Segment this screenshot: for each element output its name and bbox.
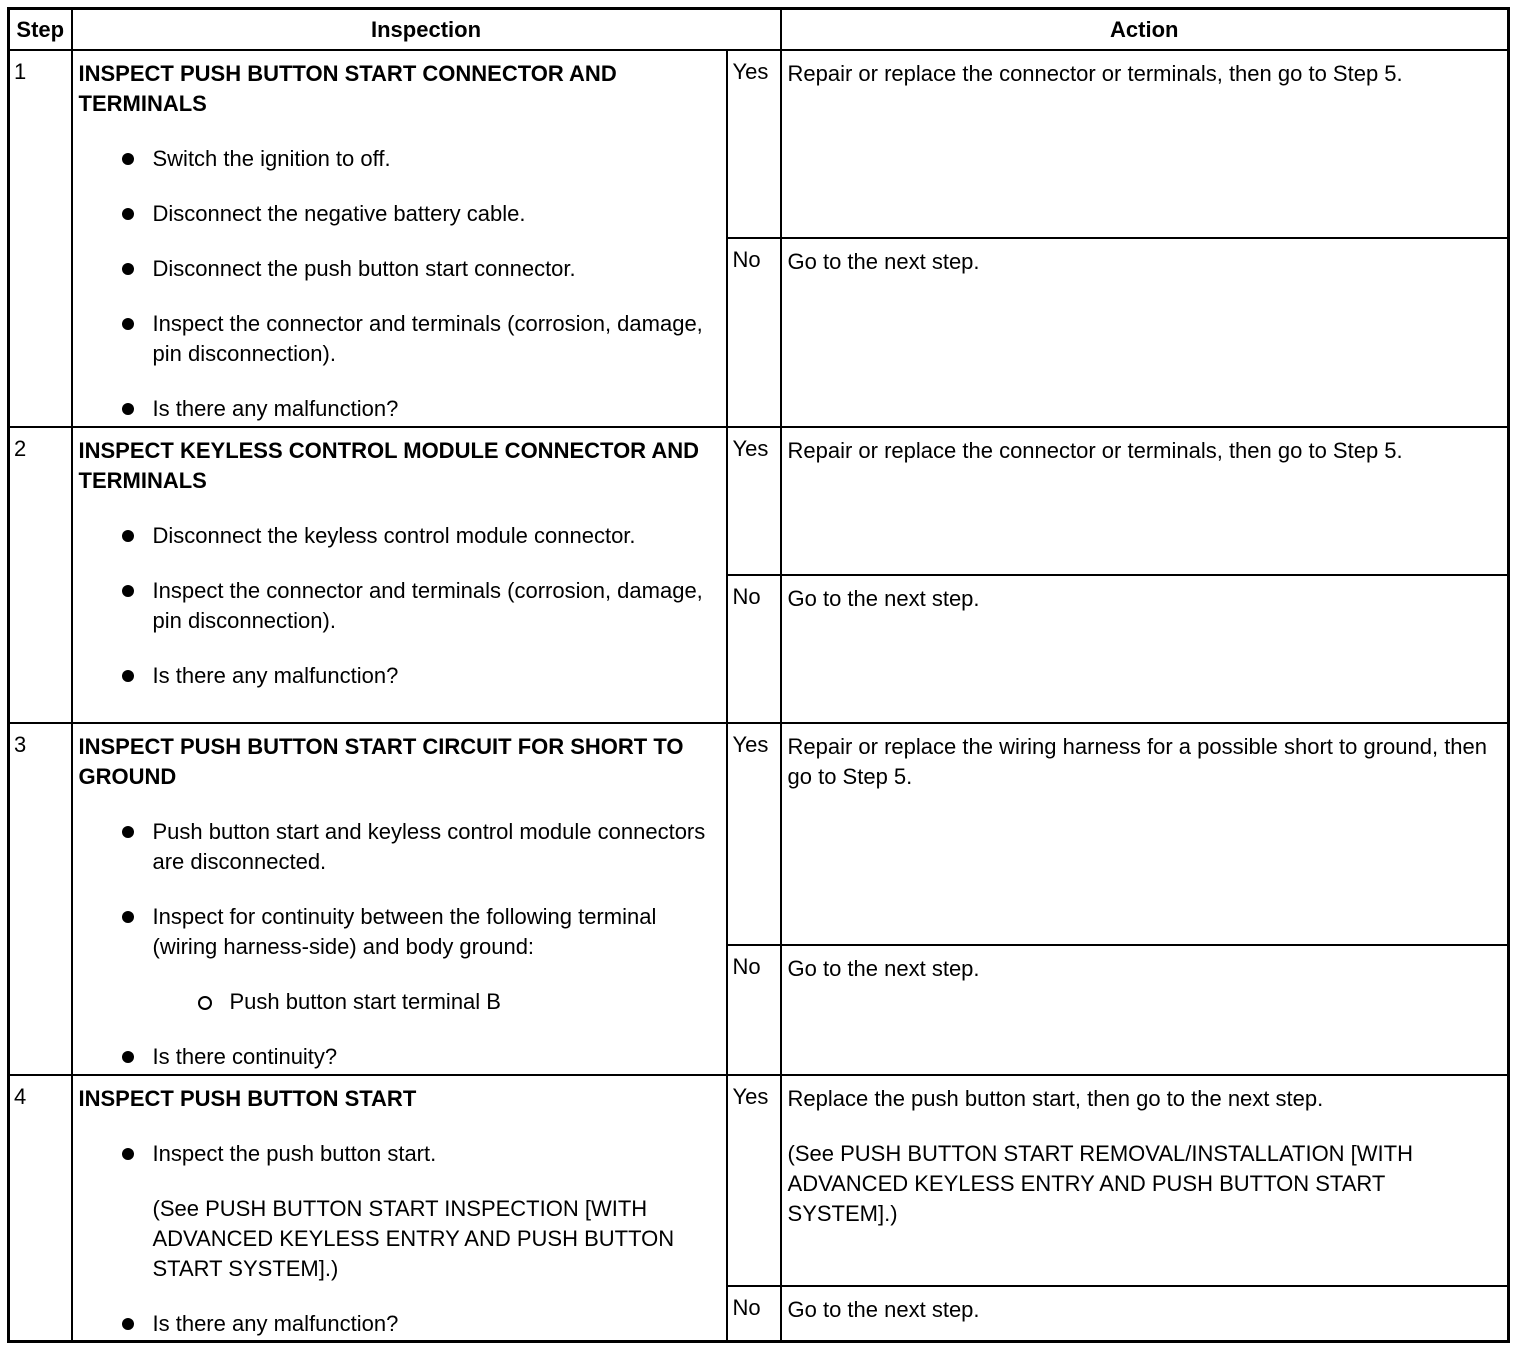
list-item [79, 987, 720, 1017]
step-title: INSPECT KEYLESS CONTROL MODULE CONNECTOR AND TERMINALS [78, 438, 700, 493]
table-row [9, 50, 1509, 238]
bullet-icon [122, 1318, 134, 1330]
step-number: 4 [9, 1075, 72, 1341]
list-item [79, 576, 720, 636]
step-number: 2 [9, 427, 72, 723]
inspection-list [79, 521, 720, 691]
bullet-text: Is there continuity? [152, 1044, 338, 1069]
inspection-cell [72, 723, 727, 1075]
inspection-list [79, 144, 720, 424]
inspection-procedure-table [7, 7, 1510, 1343]
bullet-text: Inspect the connector and terminals (corrosion, damage, pin disconnection). [152, 578, 703, 633]
list-item [79, 1042, 720, 1072]
bullet-text: Disconnect the negative battery cable. [152, 201, 526, 226]
bullet-text: Switch the ignition to off. [152, 146, 391, 171]
list-item [79, 1309, 720, 1339]
step-number: 1 [9, 50, 72, 427]
no-action: Go to the next step. [781, 575, 1509, 723]
yes-label: Yes [727, 1075, 781, 1286]
list-item [79, 1139, 720, 1284]
bullet-icon [122, 911, 134, 923]
list-item [79, 661, 720, 691]
bullet-icon [122, 263, 134, 275]
no-action: Go to the next step. [781, 238, 1509, 427]
yes-label: Yes [727, 427, 781, 575]
bullet-icon [122, 153, 134, 165]
bullet-text: Is there any malfunction? [152, 1311, 399, 1336]
bullet-icon [122, 208, 134, 220]
yes-label: Yes [727, 723, 781, 945]
no-label: No [727, 238, 781, 427]
hollow-bullet-icon [198, 996, 212, 1010]
bullet-icon [122, 1148, 134, 1160]
list-item [79, 254, 720, 284]
step-title: INSPECT PUSH BUTTON START CIRCUIT FOR SHORT TO GROUND [78, 734, 684, 789]
reference-note: (See PUSH BUTTON START INSPECTION [WITH ADVANCED KEYLESS ENTRY AND PUSH BUTTON START SYSTEM].) [152, 1196, 675, 1281]
bullet-text: Disconnect the push button start connector. [152, 256, 576, 281]
table-row [9, 723, 1509, 945]
bullet-icon [122, 530, 134, 542]
inspection-cell [72, 427, 727, 723]
bullet-text: Push button start and keyless control module connectors are disconnected. [152, 819, 706, 874]
bullet-icon [122, 1051, 134, 1063]
inspection-cell [72, 1075, 727, 1341]
list-item [79, 144, 720, 174]
list-item [79, 394, 720, 424]
reference-note: (See PUSH BUTTON START REMOVAL/INSTALLATION [WITH ADVANCED KEYLESS ENTRY AND PUSH BUTTON START SYSTEM].) [787, 1141, 1413, 1226]
table-row [9, 1075, 1509, 1286]
list-item [79, 309, 720, 369]
no-label: No [727, 575, 781, 723]
table-row [9, 427, 1509, 575]
yes-action: Repair or replace the wiring harness for a possible short to ground, then go to Step 5. [781, 723, 1509, 945]
bullet-text: Is there any malfunction? [152, 396, 399, 421]
bullet-text: Inspect for continuity between the following terminal (wiring harness-side) and body ground: [152, 904, 657, 959]
no-action: Go to the next step. [781, 945, 1509, 1075]
bullet-text: Push button start terminal B [229, 989, 501, 1014]
step-title: INSPECT PUSH BUTTON START CONNECTOR AND TERMINALS [78, 61, 617, 116]
bullet-icon [122, 318, 134, 330]
yes-action: Replace the push button start, then go to the next step. [787, 1086, 1324, 1111]
bullet-icon [122, 585, 134, 597]
yes-action: Repair or replace the connector or terminals, then go to Step 5. [781, 427, 1509, 575]
inspection-list [79, 1139, 720, 1339]
header-step: Step [9, 9, 72, 51]
inspection-cell [72, 50, 727, 427]
yes-action: Repair or replace the connector or terminals, then go to Step 5. [781, 50, 1509, 238]
no-label: No [727, 945, 781, 1075]
yes-action-cell [781, 1075, 1509, 1286]
table-header-row [9, 9, 1509, 51]
bullet-icon [122, 670, 134, 682]
header-inspection: Inspection [72, 9, 781, 51]
bullet-text: Inspect the push button start. [152, 1141, 437, 1166]
step-title: INSPECT PUSH BUTTON START [78, 1086, 417, 1111]
bullet-text: Is there any malfunction? [152, 663, 399, 688]
list-item [79, 817, 720, 877]
list-item [79, 902, 720, 962]
bullet-text: Disconnect the keyless control module connector. [152, 523, 636, 548]
bullet-text: Inspect the connector and terminals (corrosion, damage, pin disconnection). [152, 311, 703, 366]
bullet-icon [122, 403, 134, 415]
header-action: Action [781, 9, 1509, 51]
no-label: No [727, 1286, 781, 1341]
yes-label: Yes [727, 50, 781, 238]
list-item [79, 521, 720, 551]
step-number: 3 [9, 723, 72, 1075]
bullet-icon [122, 826, 134, 838]
inspection-list [79, 817, 720, 1072]
no-action: Go to the next step. [781, 1286, 1509, 1341]
list-item [79, 199, 720, 229]
